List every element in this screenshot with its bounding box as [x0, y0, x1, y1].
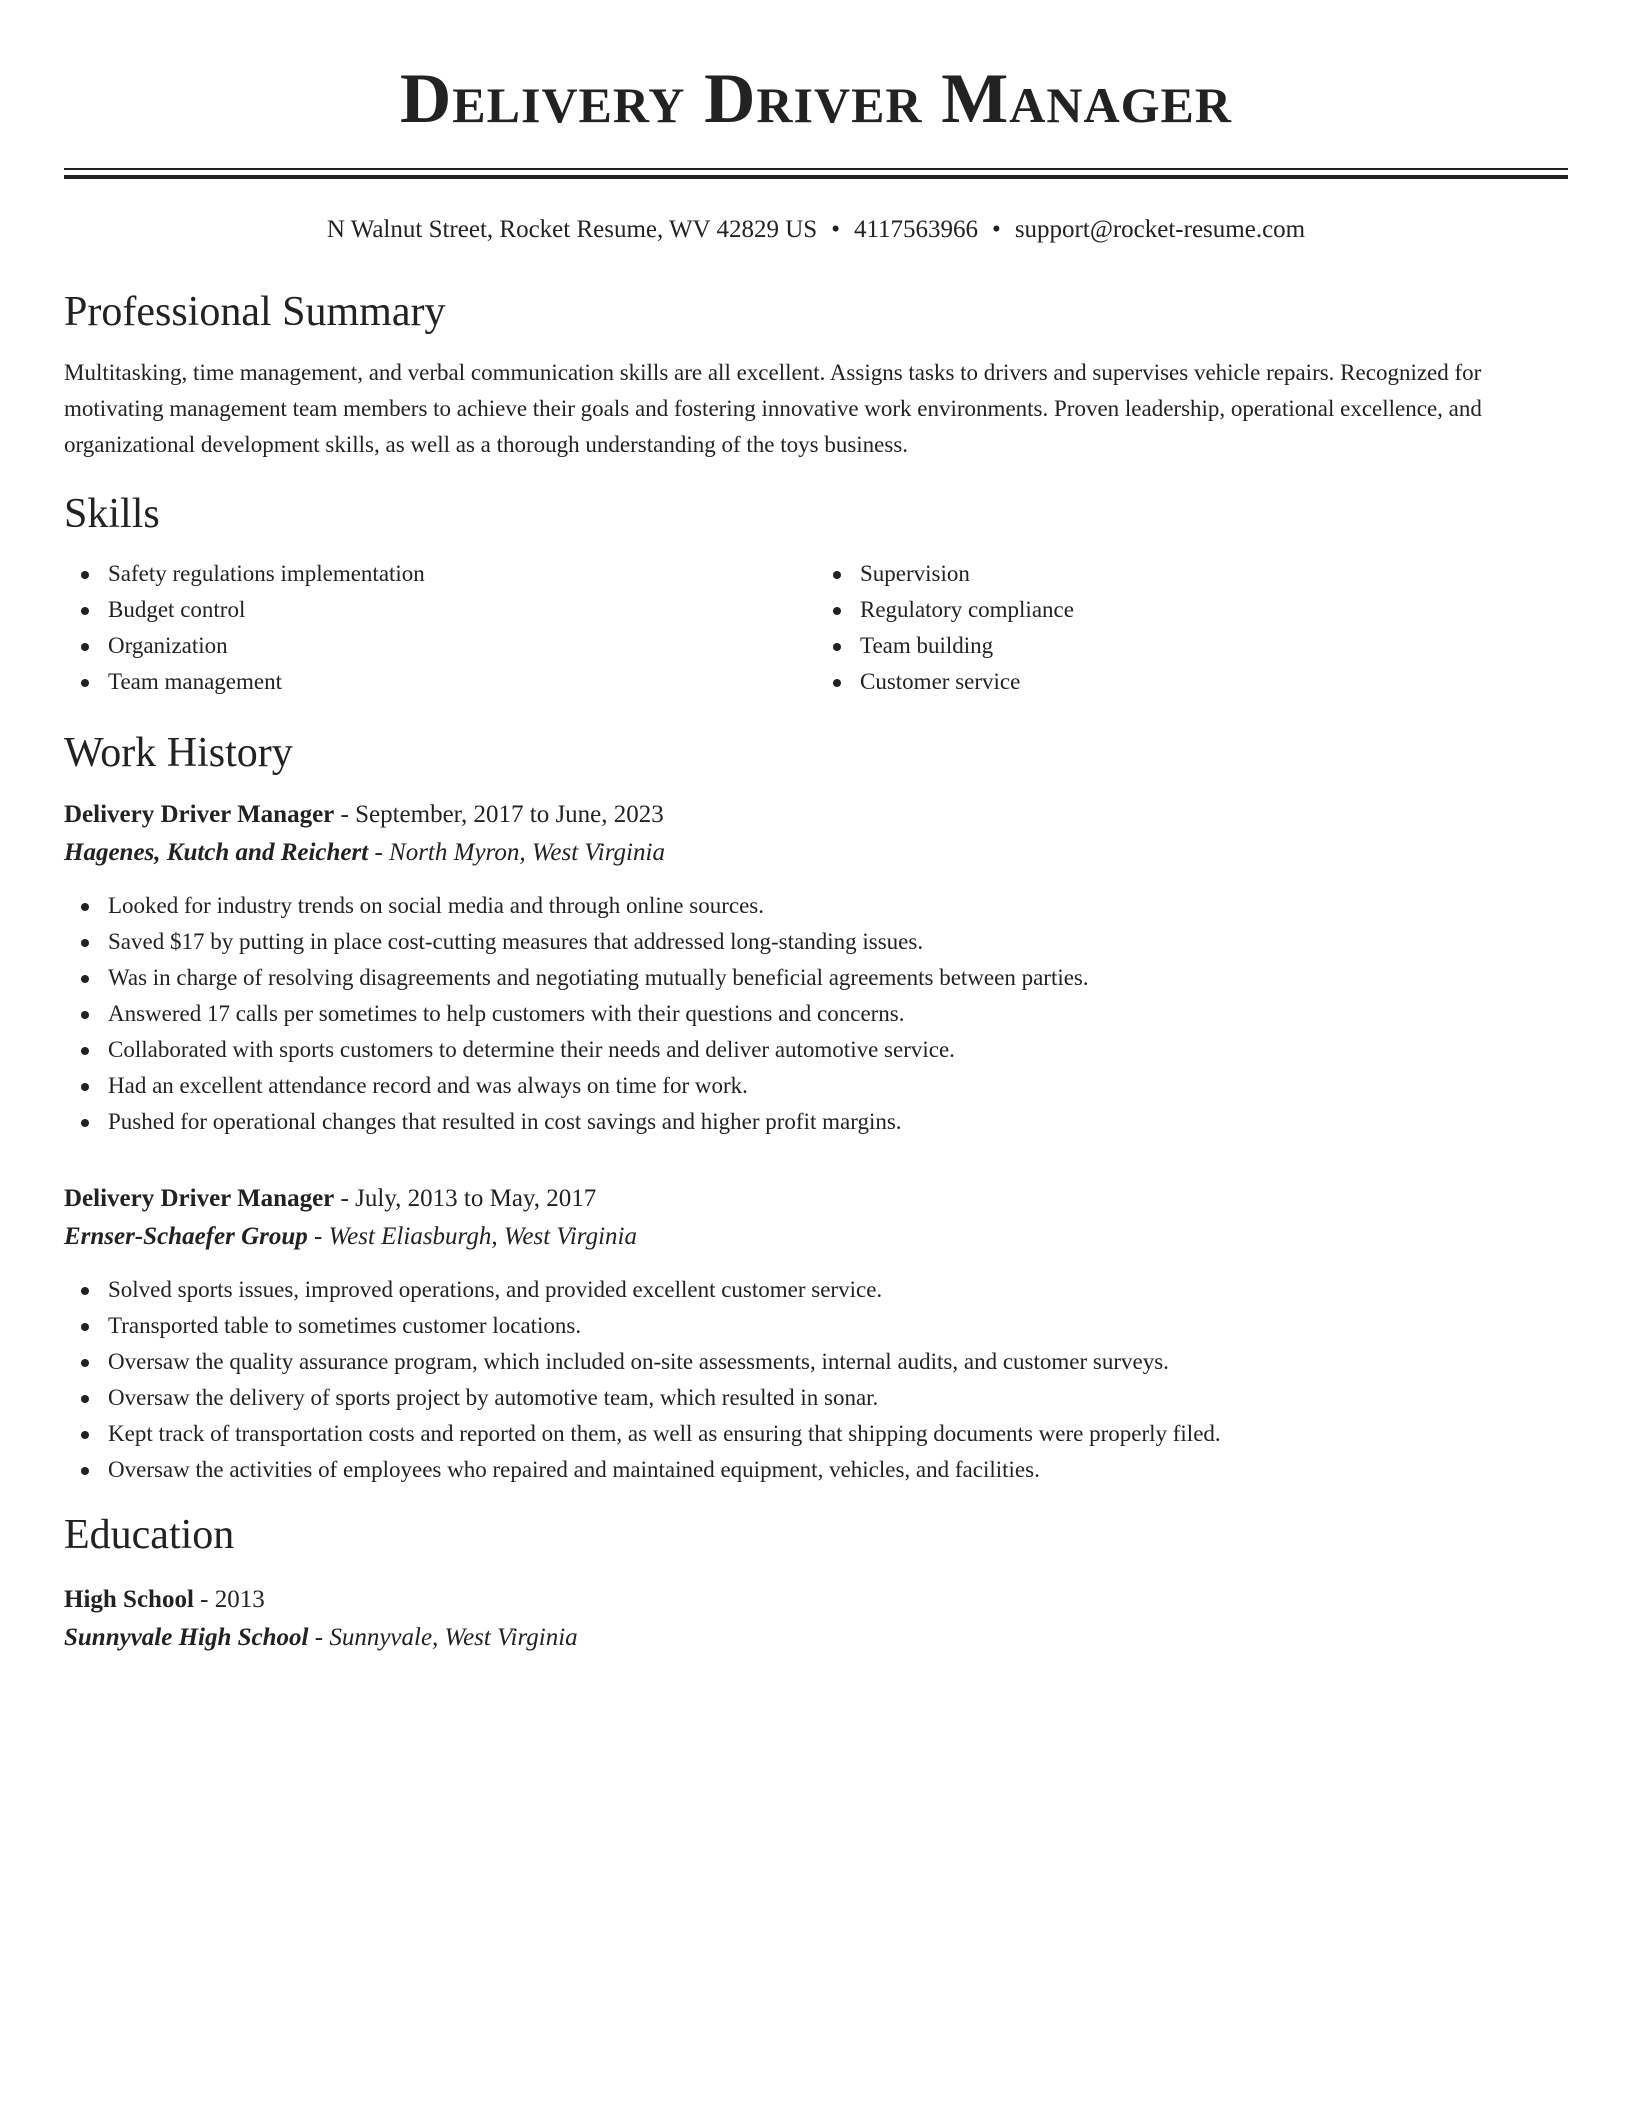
job-role: Delivery Driver Manager [64, 1185, 335, 1213]
job-bullet: Had an excellent attendance record and was always on time for work. [64, 1068, 1568, 1104]
job-title-line [64, 1180, 1568, 1218]
job-dates: - September, 2017 to June, 2023 [334, 801, 664, 829]
job-bullet: Was in charge of resolving disagreements and negotiating mutually beneficial agreements between parties. [64, 960, 1568, 996]
job-bullet: Collaborated with sports customers to determine their needs and deliver automotive service. [64, 1032, 1568, 1068]
skill-item: Team management [64, 664, 816, 700]
education-heading: Education [64, 1512, 235, 1559]
skill-item: Safety regulations implementation [64, 556, 816, 592]
job-entry [64, 1180, 1568, 1488]
skills-column-left [64, 556, 816, 700]
skills-column-right [816, 556, 1568, 700]
job-bullet: Solved sports issues, improved operations, and provided excellent customer service. [64, 1272, 1568, 1308]
job-bullet: Pushed for operational changes that resulted in cost savings and higher profit margins. [64, 1104, 1568, 1140]
job-bullet: Looked for industry trends on social media and through online sources. [64, 888, 1568, 924]
education-school: Sunnyvale High School [64, 1623, 309, 1651]
skill-item: Team building [816, 628, 1568, 664]
skills-grid [64, 556, 1568, 700]
skill-item: Customer service [816, 664, 1568, 700]
job-location: - North Myron, West Virginia [368, 839, 665, 867]
education-degree: High School [64, 1585, 194, 1613]
skill-item: Organization [64, 628, 816, 664]
job-entry [64, 796, 1568, 1140]
candidate-name: Delivery Driver Manager [400, 60, 1232, 138]
job-location: - West Eliasburgh, West Virginia [307, 1223, 637, 1251]
work-history-heading: Work History [64, 729, 293, 776]
contact-email: support@rocket-resume.com [1014, 216, 1306, 243]
job-bullet: Oversaw the delivery of sports project by automotive team, which resulted in sonar. [64, 1380, 1568, 1416]
job-bullet: Oversaw the activities of employees who repaired and maintained equipment, vehicles, and facilities. [64, 1452, 1568, 1488]
summary-heading: Professional Summary [64, 289, 446, 335]
job-bullet: Oversaw the quality assurance program, which included on-site assessments, internal audits, and customer surveys. [64, 1344, 1568, 1380]
skill-item: Supervision [816, 556, 1568, 592]
job-title-line [64, 796, 1568, 834]
job-company: Hagenes, Kutch and Reichert [64, 839, 369, 867]
education-location: - Sunnyvale, West Virginia [308, 1623, 578, 1651]
job-bullet: Saved $17 by putting in place cost-cutting measures that addressed long-standing issues. [64, 924, 1568, 960]
contact-address: N Walnut Street, Rocket Resume, WV 42829 US [326, 216, 818, 243]
job-bullet: Answered 17 calls per sometimes to help customers with their questions and concerns. [64, 996, 1568, 1032]
education-year: - 2013 [193, 1585, 265, 1613]
job-role: Delivery Driver Manager [64, 801, 335, 829]
skills-heading: Skills [64, 491, 160, 538]
job-dates: - July, 2013 to May, 2017 [334, 1185, 597, 1213]
education-school-line [64, 1619, 1568, 1657]
header-divider [64, 168, 1568, 179]
job-bullet: Kept track of transportation costs and reported on them, as well as ensuring that shipping documents were properly filed. [64, 1416, 1568, 1452]
contact-line [64, 215, 1568, 245]
education-entry [64, 1581, 1568, 1657]
education-degree-line [64, 1581, 1568, 1619]
job-bullet: Transported table to sometimes customer locations. [64, 1308, 1568, 1344]
job-company-line [64, 1218, 1568, 1256]
skill-item: Regulatory compliance [816, 592, 1568, 628]
summary-text: Multitasking, time management, and verbal communication skills are all excellent. Assigns tasks to drivers and supervises vehicle repairs. Recognized for motivating management team members to achieve their goals and fostering innovative work environments. Proven leadership, operational excellence, and organizational development skills, as well as a thorough understanding of the toys business. [64, 360, 1482, 458]
skill-item: Budget control [64, 592, 816, 628]
contact-phone: 4117563966 [853, 216, 979, 243]
job-company: Ernser-Schaefer Group [64, 1223, 308, 1251]
job-company-line [64, 834, 1568, 872]
contact-separator: • [992, 216, 1001, 243]
job-bullets [64, 888, 1568, 1140]
contact-separator: • [831, 216, 840, 243]
job-bullets [64, 1272, 1568, 1488]
